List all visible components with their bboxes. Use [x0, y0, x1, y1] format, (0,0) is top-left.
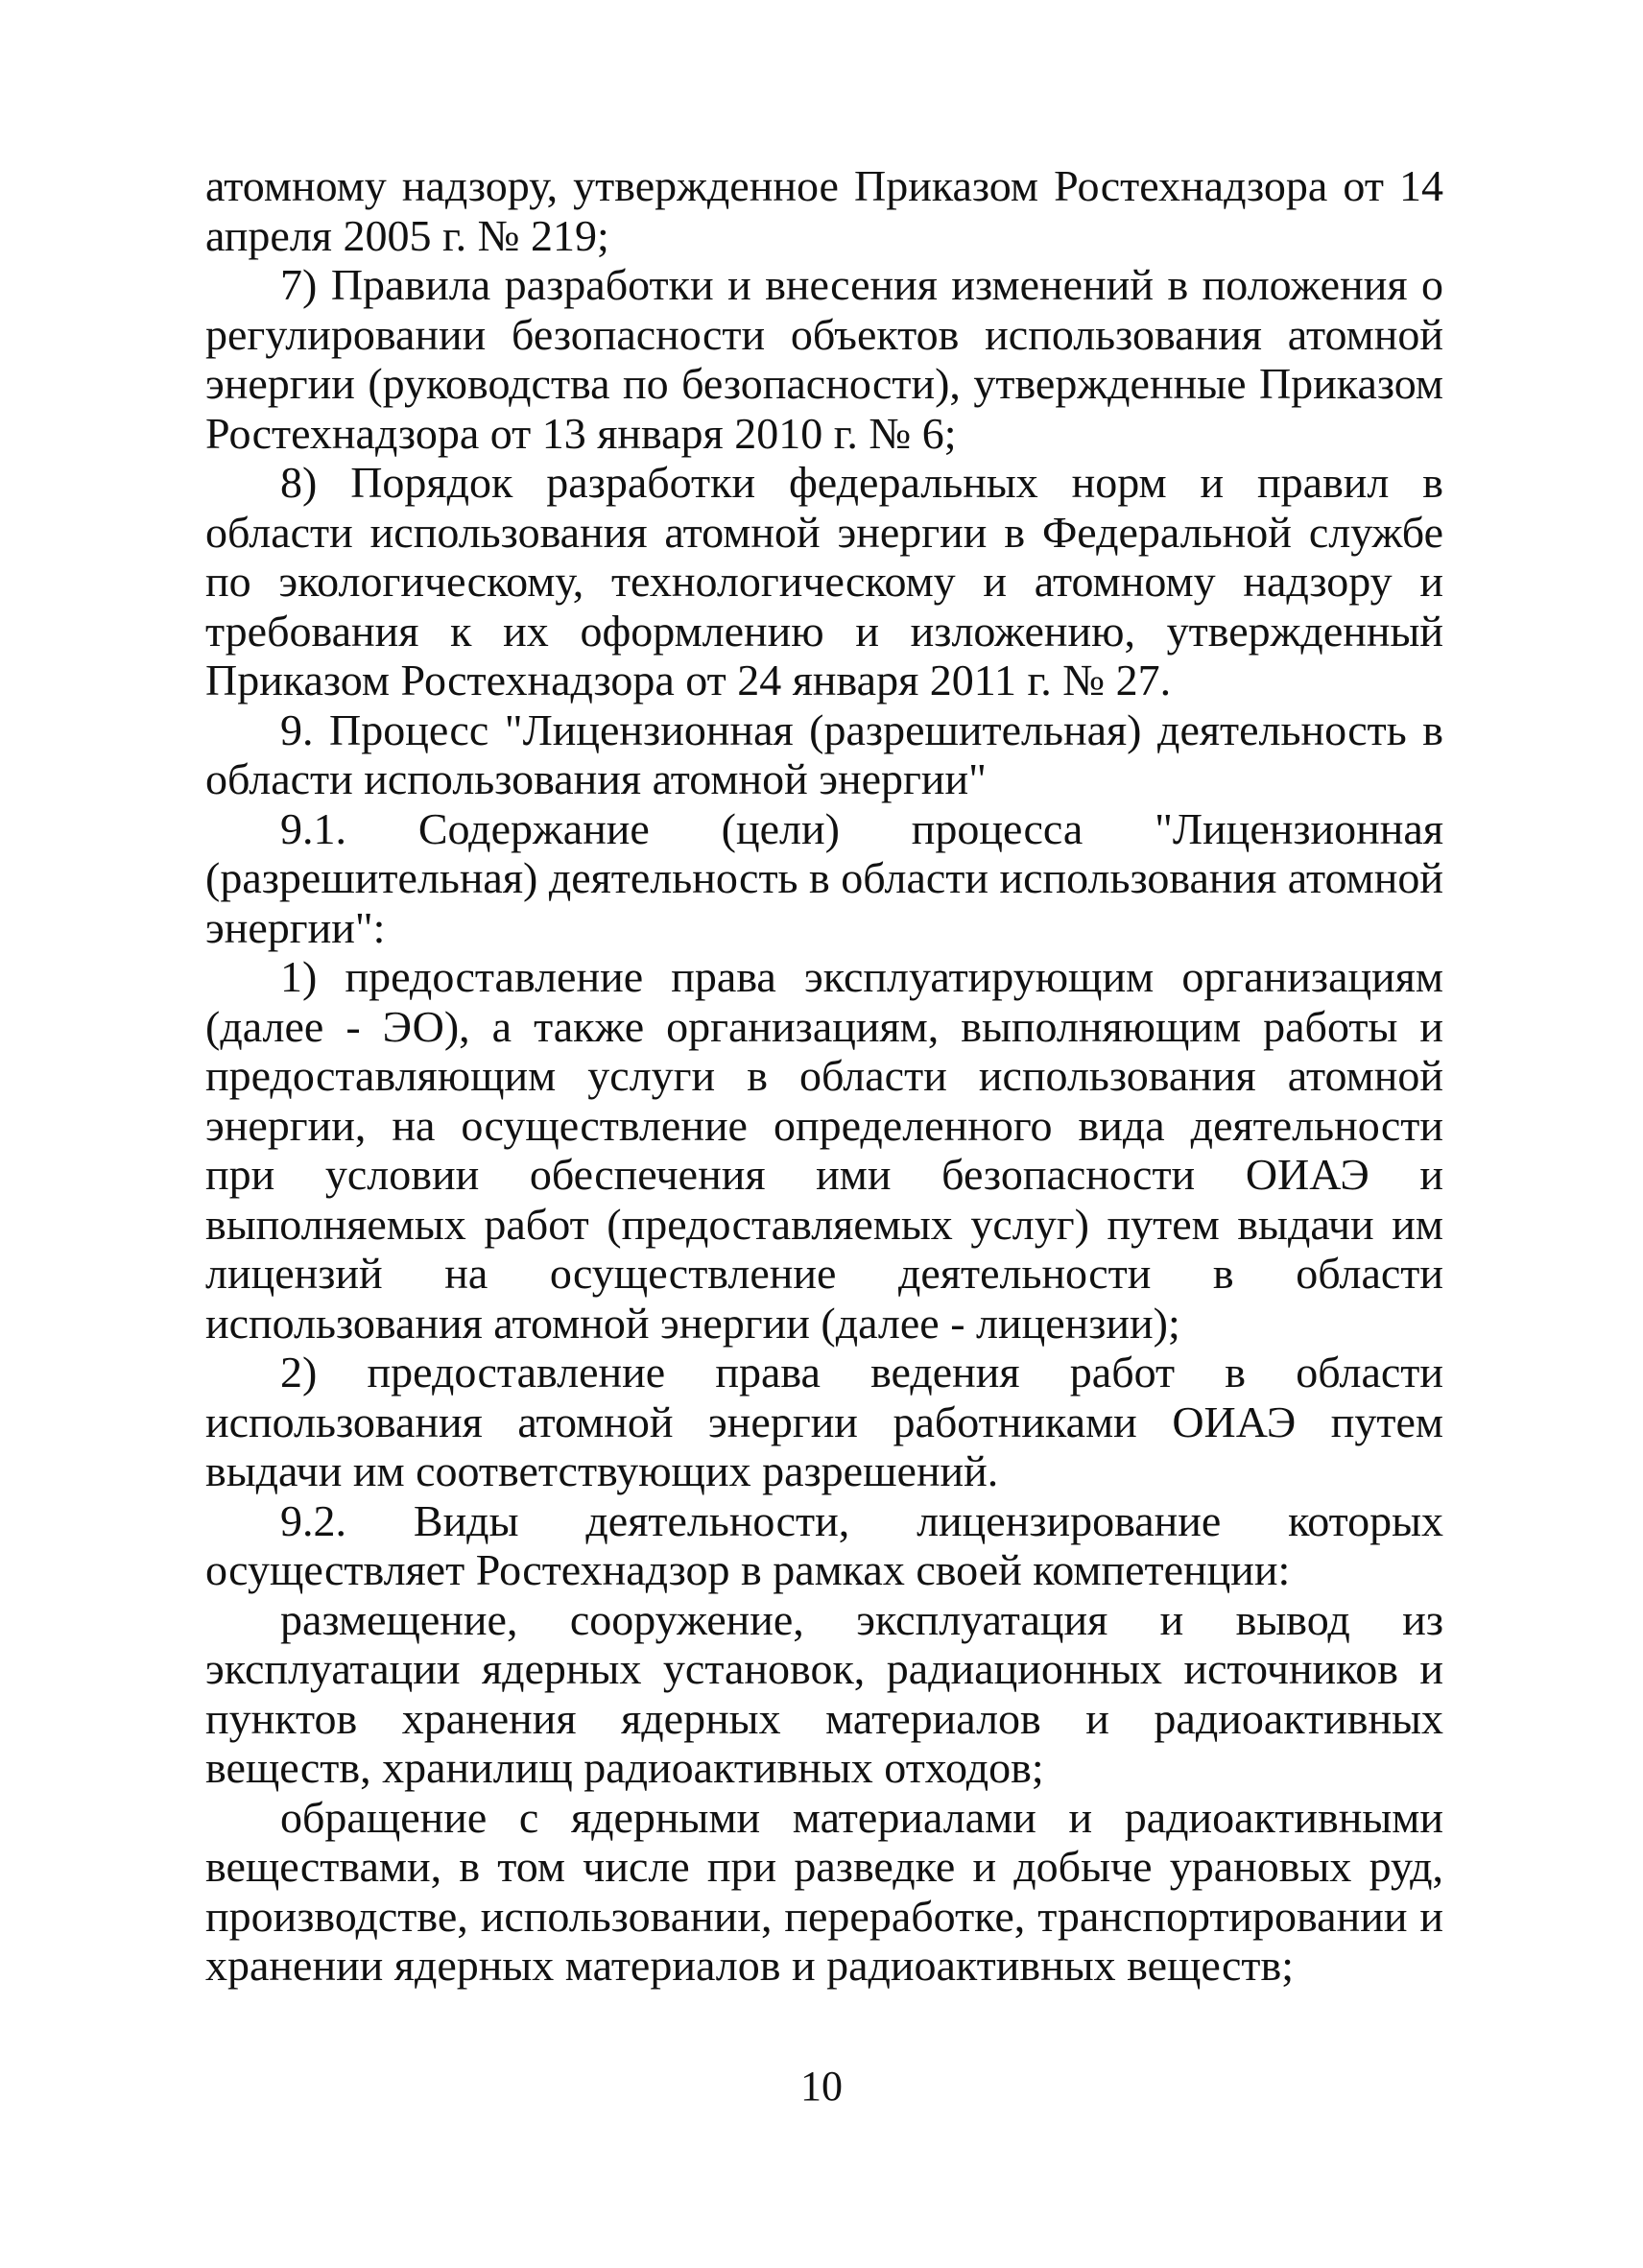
paragraph-activity-handling: обращение с ядерными материалами и радиоактивными веществами, в том числе при разведке и добыче урановых руд, производстве, использовании, переработке, транспортировании и хранении ядерных материалов и радиоактивных веществ;	[205, 1792, 1443, 1990]
paragraph-item-2: 2) предоставление права ведения работ в области использования атомной энергии работниками ОИАЭ путем выдачи им соответствующих разрешений.	[205, 1348, 1443, 1495]
subsection-9-1: 9.1. Содержание (цели) процесса "Лицензионная (разрешительная) деятельность в области использования атомной энергии":	[205, 803, 1443, 952]
subsection-9-2: 9.2. Виды деятельности, лицензирование которых осуществляет Ростехнадзор в рамках своей компетенции:	[205, 1495, 1443, 1594]
paragraph-continuation: атомному надзору, утвержденное Приказом Ростехнадзора от 14 апреля 2005 г. № 219;	[205, 161, 1443, 260]
paragraph-item-8: 8) Порядок разработки федеральных норм и правил в области использования атомной энергии в Федеральной службе по экологическому, технологическому и атомному надзору и требования к их оформлению и изложению, утвержденный Приказом Ростехнадзора от 24 января 2011 г. № 27.	[205, 458, 1443, 704]
document-page	[205, 161, 1443, 1991]
section-heading-9: 9. Процесс "Лицензионная (разрешительная) деятельность в области использования атомной энергии"	[205, 704, 1443, 803]
page-number: 10	[800, 2063, 843, 2110]
paragraph-activity-placement: размещение, сооружение, эксплуатация и вывод из эксплуатации ядерных установок, радиационных источников и пунктов хранения ядерных материалов и радиоактивных веществ, хранилищ радиоактивных отходов;	[205, 1594, 1443, 1792]
paragraph-item-7: 7) Правила разработки и внесения изменений в положения о регулировании безопасности объектов использования атомной энергии (руководства по безопасности), утвержденные Приказом Ростехнадзора от 13 января 2010 г. № 6;	[205, 260, 1443, 458]
paragraph-item-1: 1) предоставление права эксплуатирующим организациям (далее - ЭО), а также организациям, выполняющим работы и предоставляющим услуги в области использования атомной энергии, на осуществление определенного вида деятельности при условии обеспечения ими безопасности ОИАЭ и выполняемых работ (предоставляемых услуг) путем выдачи им лицензий на осуществление деятельности в области использования атомной энергии (далее - лицензии);	[205, 952, 1443, 1348]
